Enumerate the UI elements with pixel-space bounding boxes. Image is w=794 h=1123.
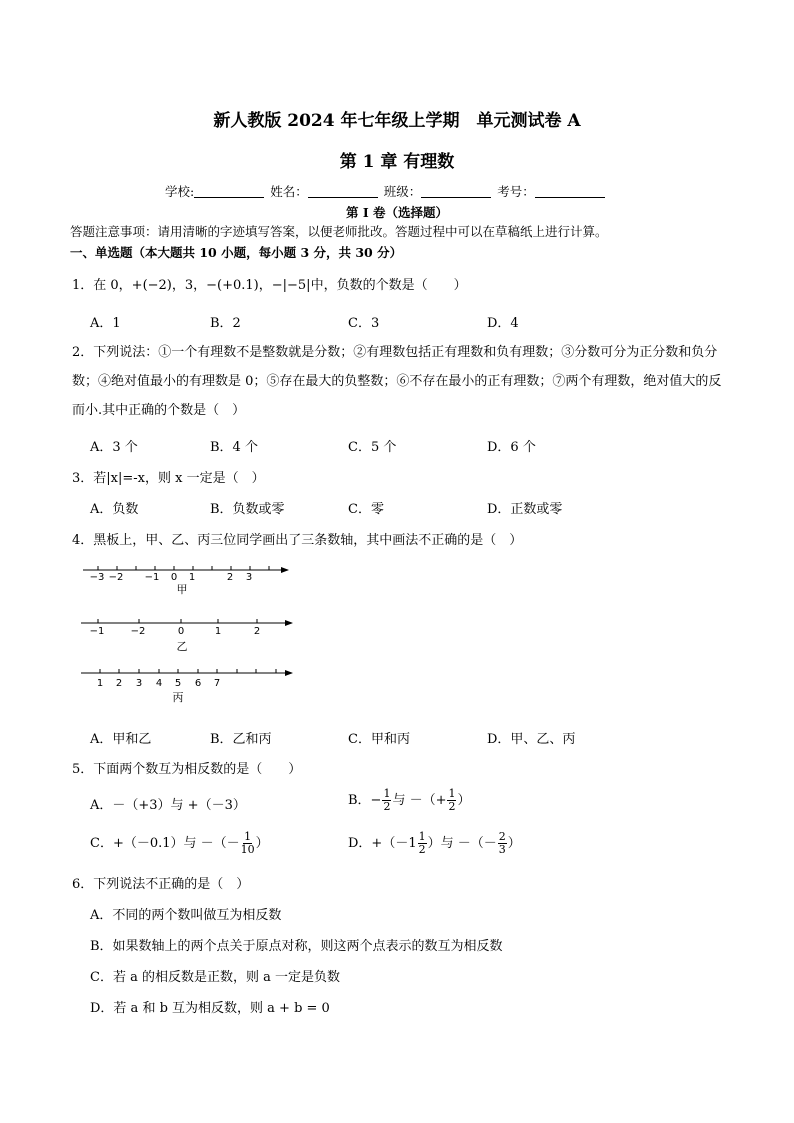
instructions-note: 答题注意事项：请用清晰的字迹填写答案，以便老师批改。答题过程中可以在草稿纸上进行计算。 — [70, 224, 608, 239]
question-6-stem: 6．下列说法不正确的是（ ） — [72, 877, 250, 892]
q3-option-c[interactable]: C．零 — [348, 502, 384, 517]
q5c-prefix: C．+（－0.1）与 －（－ — [90, 836, 240, 851]
fraction-one-half: $\frac{1}{2}$ — [383, 787, 391, 813]
exam-title: 新人教版 2024 年七年级上学期 单元测试卷 A — [213, 111, 581, 131]
axis2-tick-label: −1 — [89, 626, 105, 637]
name-field[interactable] — [308, 185, 378, 198]
axis3-tick-label: 4 — [155, 678, 163, 689]
q2-option-c[interactable]: C．5 个 — [348, 440, 397, 455]
q5-option-d[interactable] — [348, 831, 521, 856]
number-line-yi — [81, 619, 292, 653]
q4-option-c[interactable]: C．甲和丙 — [348, 732, 410, 747]
axis1-name: 甲 — [176, 583, 188, 596]
axis3-tick-label: 7 — [213, 678, 221, 689]
q2-option-d[interactable]: D．6 个 — [487, 440, 536, 455]
q4-option-d[interactable]: D．甲、乙、丙 — [487, 732, 576, 747]
q3-option-d[interactable]: D．正数或零 — [487, 502, 563, 517]
exam-number-label: 考号： — [497, 184, 535, 199]
question-3-stem: 3．若|x|=-x，则 x 一定是（ ） — [72, 471, 265, 486]
number-line-figure — [78, 560, 298, 710]
q2-option-b[interactable]: B．4 个 — [210, 440, 258, 455]
q6-option-a[interactable]: A．不同的两个数叫做互为相反数 — [90, 908, 282, 923]
q5b-suffix: ） — [457, 793, 471, 808]
q5d-prefix: D．+（－1 — [348, 836, 417, 851]
q3-option-b[interactable]: B．负数或零 — [210, 502, 285, 517]
axis1-tick-label: 0 — [170, 572, 178, 583]
axis2-tick-label: −2 — [130, 626, 146, 637]
q6-option-b[interactable]: B．如果数轴上的两个点关于原点对称，则这两个点表示的数互为相反数 — [90, 939, 503, 954]
axis1-tick-label: 2 — [226, 572, 234, 583]
q1-option-c[interactable]: C．3 — [348, 316, 380, 331]
q5-option-c[interactable] — [90, 831, 269, 856]
axis1-tick-label: 3 — [245, 572, 253, 583]
school-label: 学校: — [165, 184, 195, 199]
exam-number-field[interactable] — [535, 185, 605, 198]
axis2-tick-label: 0 — [177, 626, 185, 637]
question-5-stem: 5．下面两个数互为相反数的是（ ） — [72, 762, 302, 777]
q5-option-b[interactable] — [348, 788, 471, 813]
fraction-two-thirds: $\frac{2}{3}$ — [498, 830, 506, 856]
axis3-tick-label: 1 — [96, 678, 104, 689]
q5b-prefix: B．− — [348, 793, 382, 808]
name-label: 姓名： — [270, 184, 308, 199]
axis3-tick-label: 3 — [135, 678, 143, 689]
axis1-tick-label: 1 — [188, 572, 196, 583]
axis3-tick-label: 5 — [174, 678, 182, 689]
chapter-title: 第 1 章 有理数 — [339, 152, 455, 172]
q1-option-b[interactable]: B．2 — [210, 316, 241, 331]
question-4-stem: 4．黑板上，甲、乙、丙三位同学画出了三条数轴，其中画法不正确的是（ ） — [72, 533, 523, 548]
fraction-one-half: $\frac{1}{2}$ — [418, 830, 426, 856]
number-line-jia — [83, 566, 288, 596]
section-heading: 第 I 卷（选择题） — [345, 205, 449, 220]
student-info-line — [165, 182, 607, 200]
q5-option-a[interactable]: A．－（+3）与 +（－3） — [90, 798, 246, 813]
part-heading: 一、单选题（本大题共 10 小题，每小题 3 分，共 30 分） — [70, 245, 403, 260]
q2-option-a[interactable]: A．3 个 — [90, 440, 138, 455]
axis1-tick-label: −2 — [108, 572, 124, 583]
class-label: 班级： — [383, 184, 422, 199]
question-1-stem: 1．在 0，+(−2)，3，−(+0.1)，−|−5|中，负数的个数是（ ） — [72, 278, 467, 293]
axis3-tick-label: 2 — [115, 678, 123, 689]
question-2-stem: 2．下列说法：①一个有理数不是整数就是分数；②有理数包括正有理数和负有理数；③分数可分为正分数和负分数；④绝对值最小的有理数是 0；⑤存在最大的负整数；⑥不存在最小的正有理数；⑦两个有理数，绝对值大的反而小.其中正确的个数是（ ） — [72, 345, 722, 418]
q5c-suffix: ） — [255, 836, 269, 851]
q6-option-d[interactable]: D．若 a 和 b 互为相反数，则 a + b = 0 — [90, 1001, 330, 1016]
class-field[interactable] — [421, 185, 491, 198]
q5d-suffix: ） — [507, 836, 521, 851]
axis2-tick-label: 2 — [253, 626, 261, 637]
q3-option-a[interactable]: A．负数 — [90, 502, 139, 517]
axis2-name: 乙 — [176, 640, 188, 653]
axis3-name: 丙 — [172, 691, 184, 704]
q5b-middle: 与 －（+ — [392, 793, 447, 808]
q4-option-a[interactable]: A．甲和乙 — [90, 732, 152, 747]
fraction-one-half: $\frac{1}{2}$ — [448, 787, 456, 813]
number-line-bing — [81, 669, 292, 704]
school-field[interactable] — [194, 185, 264, 198]
axis2-tick-label: 1 — [214, 626, 222, 637]
fraction-one-tenth: $\frac{1}{10}$ — [240, 830, 255, 856]
q4-option-b[interactable]: B．乙和丙 — [210, 732, 272, 747]
q1-option-a[interactable]: A．1 — [90, 316, 121, 331]
q5d-middle: ）与 －（－ — [427, 836, 497, 851]
q6-option-c[interactable]: C．若 a 的相反数是正数，则 a 一定是负数 — [90, 970, 340, 985]
axis1-tick-label: −1 — [144, 572, 160, 583]
axis1-tick-label: −3 — [89, 572, 105, 583]
q1-option-d[interactable]: D．4 — [487, 316, 519, 331]
axis3-tick-label: 6 — [194, 678, 202, 689]
